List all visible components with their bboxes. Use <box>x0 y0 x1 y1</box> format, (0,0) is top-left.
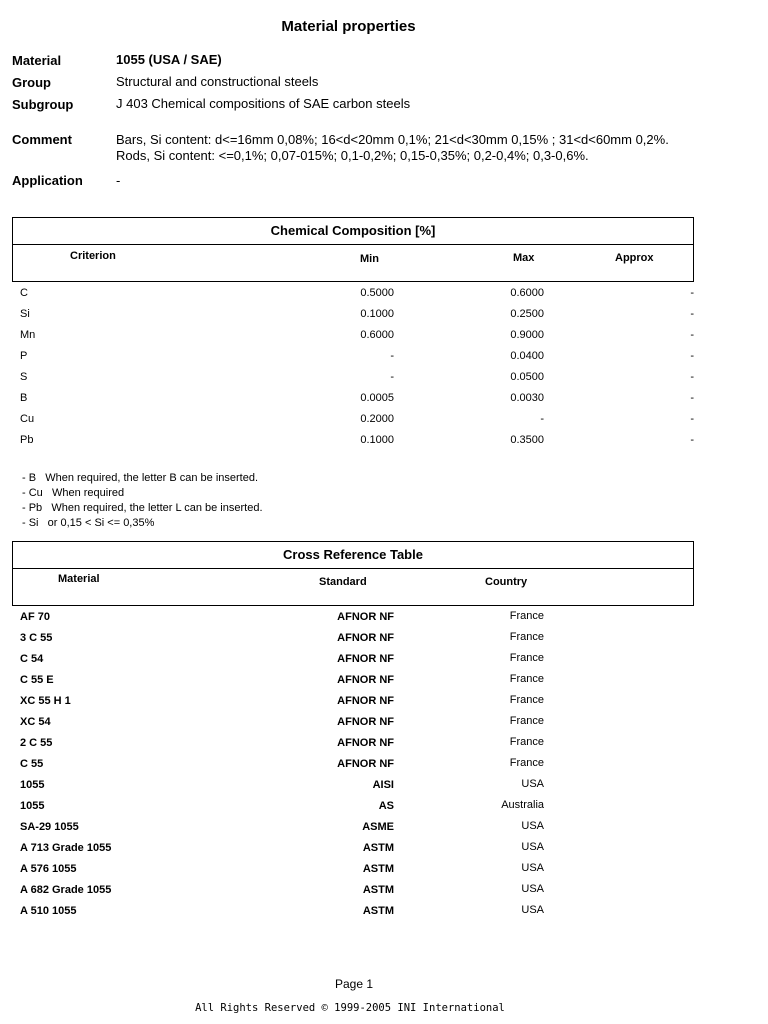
application-value: - <box>116 173 121 188</box>
approx-cell: - <box>690 329 694 341</box>
comment-line-2: Rods, Si content: <=0,1%; 0,07-015%; 0,1-0,2%; 0,15-0,35%; 0,2-0,4%; 0,3-0,6%. <box>116 148 589 163</box>
xref-material-cell: A 510 1055 <box>20 905 77 917</box>
element-cell: Mn <box>20 329 36 341</box>
xref-country-cell: USA <box>521 904 544 916</box>
xref-standard-cell: ASTM <box>362 863 394 875</box>
xref-standard-cell: AFNOR NF <box>337 632 394 644</box>
xref-standard-cell: AFNOR NF <box>337 716 394 728</box>
min-cell: - <box>390 350 394 362</box>
min-cell: 0.1000 <box>360 434 394 446</box>
material-value: 1055 (USA / SAE) <box>116 52 222 67</box>
xref-country-cell: France <box>509 631 544 643</box>
xref-material-cell: 2 C 55 <box>20 737 53 749</box>
group-label: Group <box>12 75 51 90</box>
material-header: Material <box>58 573 100 585</box>
xref-material-cell: A 682 Grade 1055 <box>20 884 112 896</box>
xref-standard-cell: ASTM <box>362 884 394 896</box>
xref-country-cell: USA <box>521 862 544 874</box>
xref-material-cell: AF 70 <box>20 611 50 623</box>
note-line: - B When required, the letter B can be inserted. <box>22 472 259 484</box>
xref-material-cell: C 55 E <box>20 674 54 686</box>
subgroup-value: J 403 Chemical compositions of SAE carbon steels <box>116 96 411 111</box>
material-label: Material <box>12 53 62 68</box>
note-line: - Cu When required <box>22 487 125 499</box>
xref-country-cell: USA <box>521 883 544 895</box>
max-cell: 0.0500 <box>510 371 544 383</box>
xref-standard-cell: AFNOR NF <box>337 611 394 623</box>
xref-material-cell: A 576 1055 <box>20 863 77 875</box>
xref-standard-cell: AISI <box>372 779 394 791</box>
xref-material-cell: 3 C 55 <box>20 632 53 644</box>
xref-standard-cell: ASTM <box>362 905 394 917</box>
xref-country-cell: USA <box>521 820 544 832</box>
group-value: Structural and constructional steels <box>116 74 319 89</box>
copyright: All Rights Reserved © 1999-2005 INI International <box>195 1002 505 1014</box>
max-header: Max <box>513 252 535 264</box>
subgroup-label: Subgroup <box>12 97 74 112</box>
application-label: Application <box>12 173 83 188</box>
element-cell: S <box>20 371 28 383</box>
xref-country-cell: USA <box>521 778 544 790</box>
min-cell: - <box>390 371 394 383</box>
xref-standard-cell: AFNOR NF <box>337 737 394 749</box>
approx-header: Approx <box>615 252 654 264</box>
xref-standard-cell: AFNOR NF <box>337 674 394 686</box>
min-cell: 0.6000 <box>360 329 394 341</box>
max-cell: 0.3500 <box>510 434 544 446</box>
element-cell: Cu <box>20 413 35 425</box>
min-header: Min <box>360 253 379 265</box>
xref-standard-cell: ASTM <box>362 842 394 854</box>
cross-reference-header <box>12 541 694 606</box>
note-line: - Si or 0,15 < Si <= 0,35% <box>22 517 155 529</box>
xref-country-cell: USA <box>521 841 544 853</box>
xref-standard-cell: AS <box>378 800 394 812</box>
approx-cell: - <box>690 413 694 425</box>
xref-material-cell: C 54 <box>20 653 44 665</box>
min-cell: 0.1000 <box>360 308 394 320</box>
element-cell: P <box>20 350 28 362</box>
note-line: - Pb When required, the letter L can be inserted. <box>22 502 263 514</box>
max-cell: 0.6000 <box>510 287 544 299</box>
chemical-composition-title: Chemical Composition [%] <box>13 218 693 245</box>
xref-material-cell: 1055 <box>20 800 45 812</box>
element-cell: Si <box>20 308 30 320</box>
xref-country-cell: France <box>509 715 544 727</box>
approx-cell: - <box>690 308 694 320</box>
country-header: Country <box>485 576 528 588</box>
max-cell: 0.0030 <box>510 392 544 404</box>
max-cell: - <box>540 413 544 425</box>
xref-standard-cell: AFNOR NF <box>337 653 394 665</box>
min-cell: 0.0005 <box>360 392 394 404</box>
comment-line-1: Bars, Si content: d<=16mm 0,08%; 16<d<20mm 0,1%; 21<d<30mm 0,15% ; 31<d<60mm 0,2%. <box>116 132 669 147</box>
approx-cell: - <box>690 392 694 404</box>
criterion-header: Criterion <box>70 250 116 262</box>
xref-country-cell: France <box>509 673 544 685</box>
xref-standard-cell: ASME <box>362 821 394 833</box>
approx-cell: - <box>690 287 694 299</box>
standard-header: Standard <box>319 576 367 588</box>
approx-cell: - <box>690 434 694 446</box>
page-title: Material properties <box>281 18 416 35</box>
element-cell: C <box>20 287 28 299</box>
approx-cell: - <box>690 371 694 383</box>
xref-country-cell: France <box>509 610 544 622</box>
xref-material-cell: A 713 Grade 1055 <box>20 842 112 854</box>
xref-material-cell: SA-29 1055 <box>20 821 79 833</box>
max-cell: 0.2500 <box>510 308 544 320</box>
xref-material-cell: XC 55 H 1 <box>20 695 71 707</box>
xref-material-cell: XC 54 <box>20 716 51 728</box>
max-cell: 0.9000 <box>510 329 544 341</box>
element-cell: B <box>20 392 28 404</box>
xref-country-cell: Australia <box>501 799 544 811</box>
xref-country-cell: France <box>509 757 544 769</box>
cross-reference-title: Cross Reference Table <box>13 542 693 569</box>
max-cell: 0.0400 <box>510 350 544 362</box>
comment-label: Comment <box>12 132 72 147</box>
xref-material-cell: C 55 <box>20 758 44 770</box>
xref-country-cell: France <box>509 736 544 748</box>
xref-material-cell: 1055 <box>20 779 45 791</box>
xref-standard-cell: AFNOR NF <box>337 695 394 707</box>
xref-country-cell: France <box>509 694 544 706</box>
xref-country-cell: France <box>509 652 544 664</box>
min-cell: 0.2000 <box>360 413 394 425</box>
min-cell: 0.5000 <box>360 287 394 299</box>
page-number: Page 1 <box>334 977 374 991</box>
xref-standard-cell: AFNOR NF <box>337 758 394 770</box>
approx-cell: - <box>690 350 694 362</box>
element-cell: Pb <box>20 434 34 446</box>
chemical-composition-header <box>12 217 694 282</box>
